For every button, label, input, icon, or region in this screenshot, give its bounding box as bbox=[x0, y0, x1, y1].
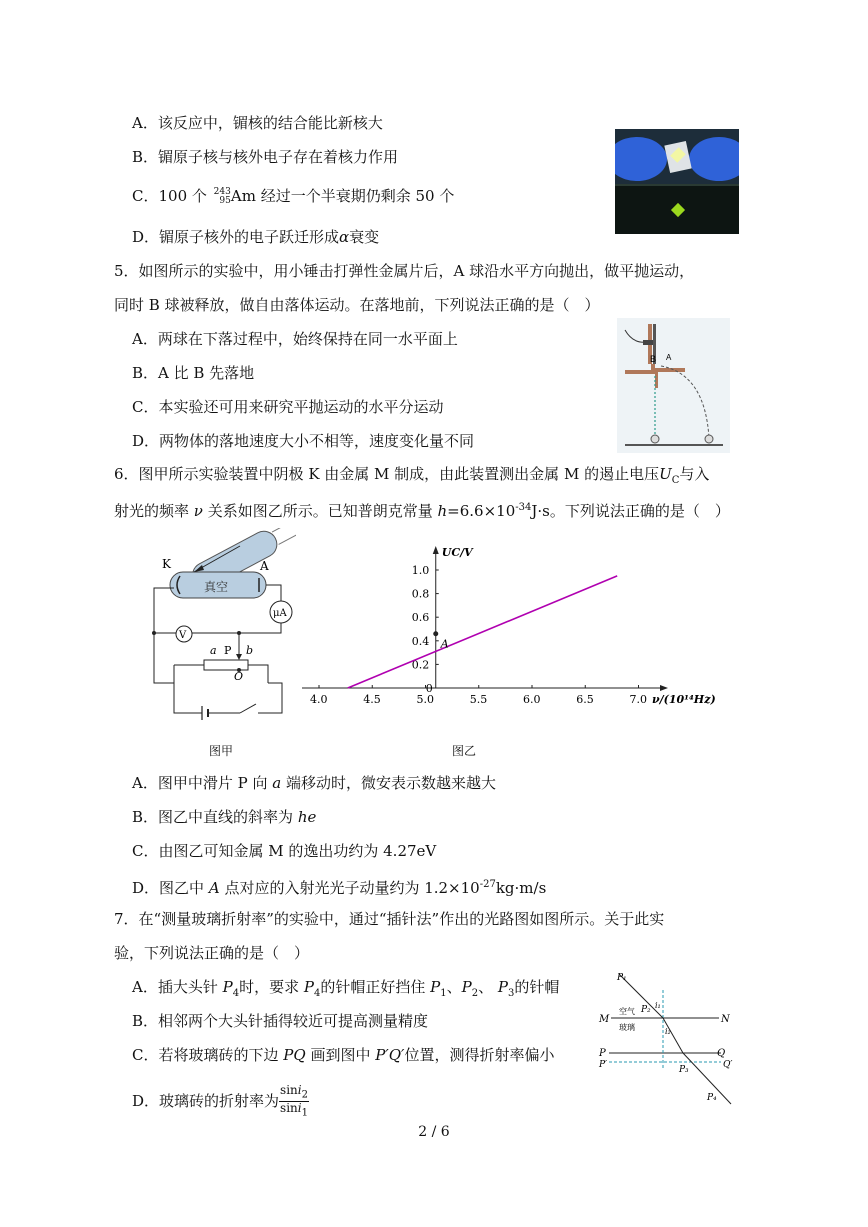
q7-option-b: B．相邻两个大头针插得较近可提高测量精度 bbox=[132, 1012, 429, 1030]
x-tick-label: 6.5 bbox=[576, 693, 594, 706]
ball-a-label: A bbox=[666, 353, 672, 362]
glass-refraction-figure bbox=[597, 968, 737, 1108]
q6-option-c: C．由图乙可知金属 M 的逸出功约为 4.27eV bbox=[132, 842, 437, 860]
mass-number: 243 bbox=[213, 187, 231, 197]
refractive-index-fraction: $\frac{\sin i_2}{\sin i_1}$ bbox=[280, 1083, 308, 1119]
x-tick-label: 6.0 bbox=[523, 693, 541, 706]
midpoint-o-label: O bbox=[234, 670, 244, 683]
x-tick-label: 7.0 bbox=[629, 693, 647, 706]
edge-p-prime-label: P′ bbox=[599, 1060, 608, 1070]
glass-label: 玻璃 bbox=[619, 1023, 635, 1032]
q7-option-c: C．若将玻璃砖的下边 PQ 画到图中 P′Q′位置，测得折射率偏小 bbox=[132, 1046, 555, 1064]
page-number: 2 / 6 bbox=[418, 1124, 450, 1140]
edge-q-prime-label: Q′ bbox=[723, 1060, 733, 1070]
q6-stem-line1: 6．图甲所示实验装置中阴极 K 由金属 M 制成，由此装置测出金属 M 的遏止电压$U_C$与入 bbox=[114, 465, 710, 486]
q6-stem-line2: 射光的频率 ν 关系如图乙所示。已知普朗克常量 $h=6.6\times 10^{-34}J\cdot s$。下列说法正确的是（ ） bbox=[114, 502, 730, 520]
x-tick-label: 4.5 bbox=[363, 693, 381, 706]
q5-option-b: B．A 比 B 先落地 bbox=[132, 364, 255, 382]
q4-option-a: A．该反应中，镅核的结合能比新核大 bbox=[132, 114, 383, 132]
q5-option-a: A．两球在下落过程中，始终保持在同一水平面上 bbox=[132, 330, 458, 348]
stopping-voltage-chart bbox=[292, 536, 722, 712]
y-tick-label: 0.8 bbox=[411, 587, 430, 601]
rheostat-a-label: a bbox=[210, 644, 217, 657]
q4-option-c: C．100 个 243 95 Am 经过一个半衰期仍剩余 50 个 bbox=[132, 187, 455, 206]
x-tick-label: 5.0 bbox=[416, 693, 434, 706]
x-tick-label: 5.5 bbox=[469, 693, 488, 706]
photoelectric-circuit-figure bbox=[148, 528, 296, 720]
vacuum-label: 真空 bbox=[204, 580, 229, 594]
caption-figure-jia: 图甲 bbox=[209, 744, 234, 758]
q6-option-a: A．图甲中滑片 P 向 a 端移动时，微安表示数越来越大 bbox=[132, 774, 496, 792]
y-tick-label: 0.6 bbox=[411, 611, 430, 625]
y-tick-label: 0 bbox=[425, 682, 433, 695]
pin-p3-label: P₃ bbox=[679, 1065, 689, 1075]
y-tick-label: 0.2 bbox=[411, 658, 430, 672]
y-tick-label: 1.0 bbox=[411, 564, 430, 577]
rheostat-b-label: b bbox=[246, 644, 254, 657]
q5-option-d: D．两物体的落地速度大小不相等，速度变化量不同 bbox=[132, 432, 475, 450]
slider-p-label: P bbox=[224, 644, 232, 657]
incidence-angle-label: i₁ bbox=[655, 1001, 661, 1010]
x-tick-label: 4.0 bbox=[310, 693, 328, 706]
surface-n-label: N bbox=[721, 1014, 730, 1025]
refraction-angle-label: i₂ bbox=[665, 1027, 671, 1036]
microammeter-label: μA bbox=[273, 608, 287, 619]
voltmeter-label: V bbox=[179, 630, 187, 641]
y-axis-arrow bbox=[433, 546, 439, 554]
series-line bbox=[348, 576, 617, 688]
edge-p-label: P bbox=[599, 1048, 606, 1059]
q5-stem-line2: 同时 B 球被释放，做自由落体运动。在落地前，下列说法正确的是（ ） bbox=[114, 296, 600, 314]
surface-m-label: M bbox=[599, 1014, 610, 1025]
anode-a-label: A bbox=[260, 559, 269, 573]
pin-p2-label: P₂ bbox=[641, 1005, 651, 1015]
x-axis-arrow bbox=[660, 685, 668, 691]
q7-option-d: D．玻璃砖的折射率为 $\frac{\sin i_2}{\sin i_1}$ bbox=[132, 1083, 308, 1119]
projectile-apparatus-figure bbox=[617, 318, 730, 453]
y-axis-label: UC/V bbox=[441, 546, 473, 559]
pin-p4-label: P₄ bbox=[707, 1093, 717, 1103]
caption-figure-yi: 图乙 bbox=[452, 744, 477, 758]
air-label: 空气 bbox=[619, 1007, 635, 1016]
q4-option-b: B．镅原子核与核外电子存在着核力作用 bbox=[132, 148, 399, 166]
americium-photo bbox=[615, 129, 739, 234]
point-a bbox=[433, 631, 438, 636]
cathode-k-label: K bbox=[162, 557, 171, 571]
q7-option-a: A．插大头针 $P_4$时，要求 $P_4$的针帽正好挡住 $P_1$、$P_2$、 $P_3$的针帽 bbox=[132, 978, 560, 999]
ball-b-label: B bbox=[650, 354, 657, 364]
q6-option-d: D．图乙中 A 点对应的入射光光子动量约为 $1.2\times 10^{-27}kg\cdot m/s$ bbox=[132, 879, 547, 897]
q7-stem-line1: 7．在“测量玻璃折射率”的实验中，通过“插针法”作出的光路图如图所示。关于此实 bbox=[114, 910, 665, 928]
q7-stem-line2: 验，下列说法正确的是（ ） bbox=[114, 944, 310, 962]
atomic-number: 95 bbox=[219, 196, 231, 206]
edge-q-label: Q bbox=[717, 1048, 726, 1059]
q4-option-d: D．镅原子核外的电子跃迁形成α衰变 bbox=[132, 228, 380, 246]
q5-option-c: C．本实验还可用来研究平抛运动的水平分运动 bbox=[132, 398, 444, 416]
q6-option-b: B．图乙中直线的斜率为 he bbox=[132, 808, 317, 826]
pin-p1-label: P₁ bbox=[617, 973, 627, 983]
y-tick-label: 0.4 bbox=[411, 634, 430, 648]
point-a-label: A bbox=[440, 637, 449, 651]
x-axis-label: ν/(10¹⁴Hz) bbox=[652, 693, 716, 706]
q5-stem-line1: 5．如图所示的实验中，用小锤击打弹性金属片后，A 球沿水平方向抛出，做平抛运动， bbox=[114, 262, 695, 280]
